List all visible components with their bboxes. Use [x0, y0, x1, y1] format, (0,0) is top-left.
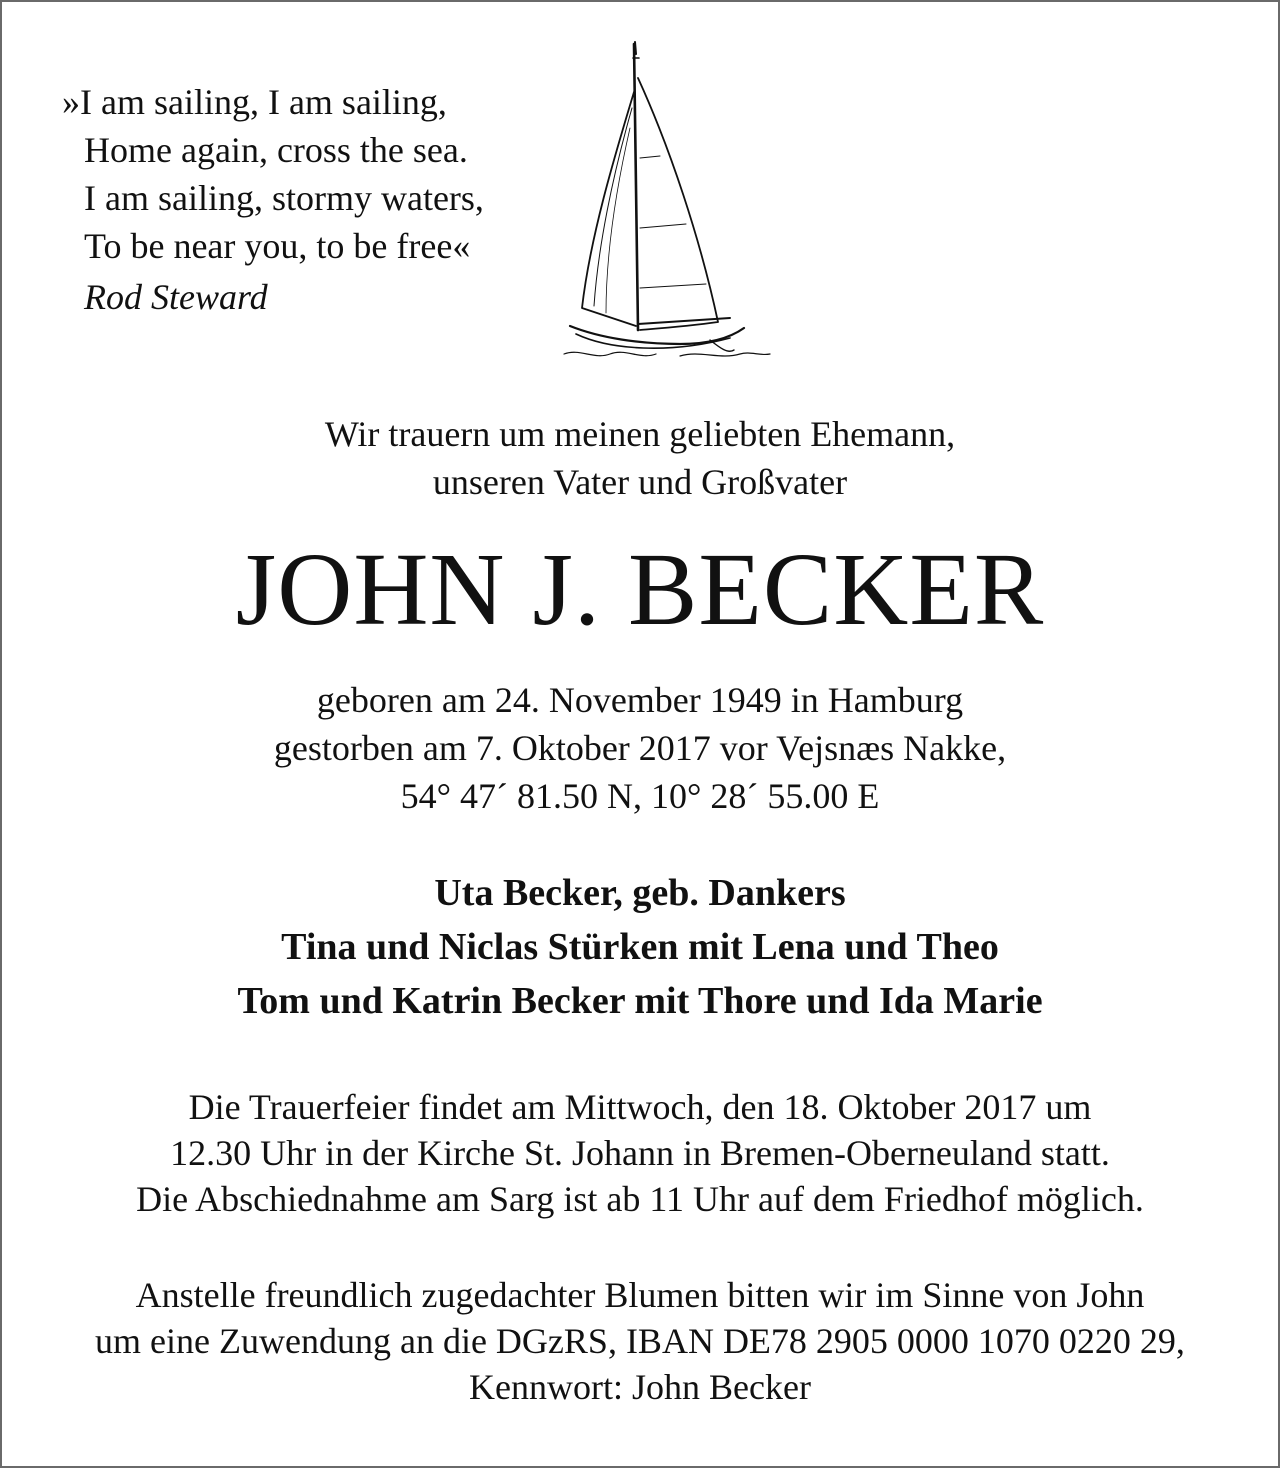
intro-line: Wir trauern um meinen geliebten Ehemann, — [324, 414, 956, 454]
donation-info — [0, 1272, 1280, 1410]
quote-line: »I am sailing, I am sailing, — [62, 82, 447, 122]
quote-line: I am sailing, stormy waters, — [84, 178, 484, 218]
donation-line: Anstelle freundlich zugedachter Blumen bitten wir im Sinne von John — [135, 1275, 1145, 1315]
quote-author: Rod Steward — [84, 277, 268, 317]
sailboat-icon — [560, 38, 780, 368]
ceremony-line: 12.30 Uhr in der Kirche St. Johann in Bremen-Oberneuland statt. — [170, 1133, 1110, 1173]
family-names — [0, 866, 1280, 1028]
deceased-name: JOHN J. BECKER — [235, 532, 1045, 647]
quote-line: To be near you, to be free« — [84, 226, 471, 266]
life-dates — [0, 676, 1280, 820]
song-quote — [62, 78, 484, 270]
coordinates-line: 54° 47´ 81.50 N, 10° 28´ 55.00 E — [400, 776, 880, 816]
intro-line: unseren Vater und Großvater — [432, 462, 848, 502]
ceremony-line: Die Trauerfeier findet am Mittwoch, den 18. Oktober 2017 um — [188, 1087, 1092, 1127]
quote-line: Home again, cross the sea. — [84, 130, 468, 170]
family-line: Tina und Niclas Stürken mit Lena und Theo — [281, 926, 999, 968]
birth-line: geboren am 24. November 1949 in Hamburg — [316, 680, 964, 720]
donation-line: um eine Zuwendung an die DGzRS, IBAN DE78 2905 0000 1070 0220 29, — [95, 1321, 1185, 1361]
death-line: gestorben am 7. Oktober 2017 vor Vejsnæs Nakke, — [273, 728, 1007, 768]
family-line: Uta Becker, geb. Dankers — [434, 872, 846, 914]
intro-text — [0, 410, 1280, 506]
ceremony-line: Die Abschiednahme am Sarg ist ab 11 Uhr auf dem Friedhof möglich. — [136, 1179, 1144, 1219]
donation-line: Kennwort: John Becker — [469, 1367, 811, 1407]
family-line: Tom und Katrin Becker mit Thore und Ida Marie — [237, 980, 1043, 1022]
ceremony-info — [0, 1084, 1280, 1222]
